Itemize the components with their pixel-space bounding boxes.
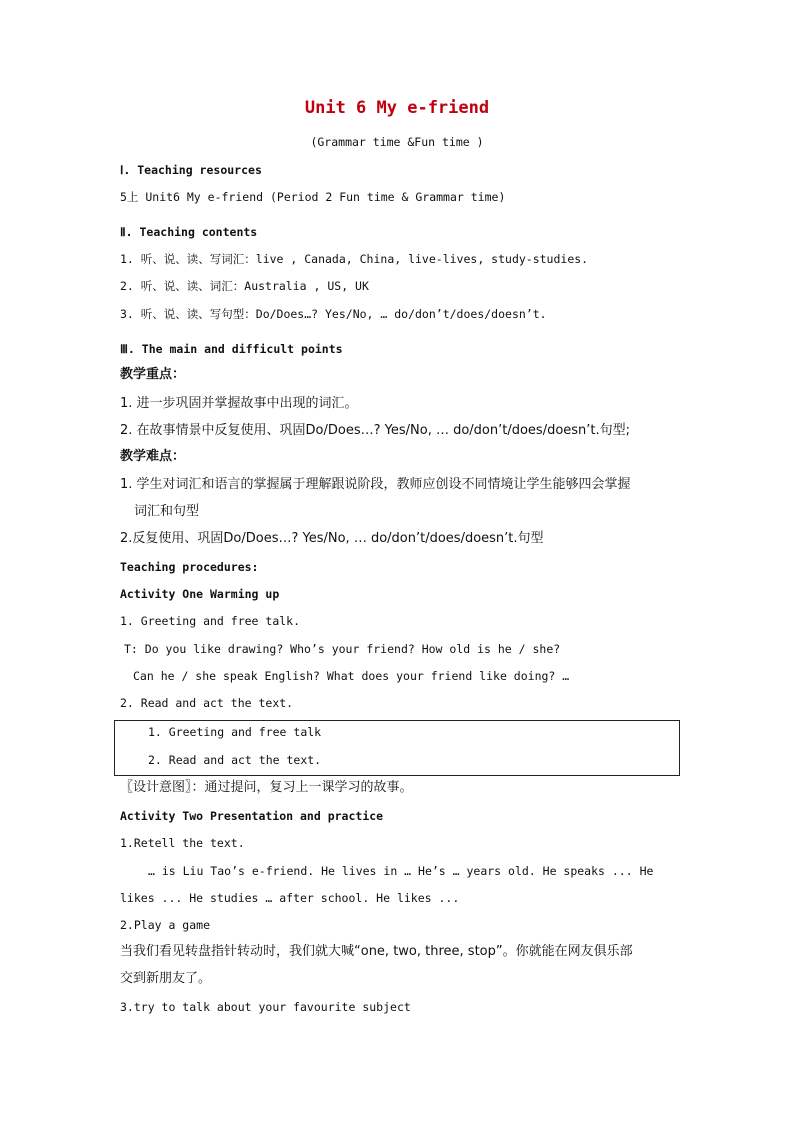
contents-item-2: 2. 听、说、读、词汇：Australia , US, UK	[120, 279, 369, 293]
activity-two-game-2: 交到新朋友了。	[120, 971, 212, 986]
activity-one-heading: Activity One Warming up	[120, 587, 280, 601]
document-subtitle: (Grammar time &Fun time )	[310, 135, 484, 149]
activity-summary-box	[114, 720, 680, 776]
resources-text: 5上 Unit6 My e-friend (Period 2 Fun time & Grammar time)	[120, 190, 506, 204]
activity-two-item-2: 2.Play a game	[120, 918, 211, 932]
activity-one-dialog-2: Can he / she speak English? What does your friend like doing? …	[133, 669, 570, 683]
difficult-points-label: 教学难点：	[120, 449, 186, 464]
activity-one-item-2: 2. Read and act the text.	[120, 696, 294, 710]
resources-heading: Ⅰ. Teaching resources	[120, 163, 262, 177]
activity-two-item-1: 1.Retell the text.	[120, 836, 245, 850]
difficult-point-2: 2.反复使用、巩固Do/Does…? Yes/No, … do/don’t/does/doesn’t.句型	[120, 531, 544, 546]
activity-two-retell-1: … is Liu Tao’s e-friend. He lives in … He’s … years old. He speaks ... He	[148, 864, 654, 878]
difficult-point-1-line-2: 词汇和句型	[134, 504, 200, 519]
activity-two-game-1: 当我们看见转盘指针转动时，我们就大喊“one, two, three, stop”。你就能在网友俱乐部	[120, 944, 633, 959]
contents-item-3: 3. 听、说、读、写句型：Do/Does…? Yes/No, … do/don’t/does/doesn’t.	[120, 307, 547, 321]
box-item-1: 1. Greeting and free talk	[148, 725, 322, 739]
contents-item-1: 1. 听、说、读、写词汇：live , Canada, China, live-lives, study-studies.	[120, 252, 589, 266]
contents-heading: Ⅱ. Teaching contents	[120, 225, 258, 239]
activity-two-item-3: 3.try to talk about your favourite subject	[120, 1000, 411, 1014]
activity-one-dialog-1: T: Do you like drawing? Who’s your friend? How old is he / she?	[124, 642, 561, 656]
activity-two-heading: Activity Two Presentation and practice	[120, 809, 384, 823]
activity-two-retell-2: likes ... He studies … after school. He likes ...	[120, 891, 460, 905]
activity-one-item-1: 1. Greeting and free talk.	[120, 614, 301, 628]
procedures-label: Teaching procedures:	[120, 560, 259, 574]
design-intent-note: 〖设计意图〗：通过提问，复习上一课学习的故事。	[120, 780, 413, 795]
document-title: Unit 6 My e-friend	[304, 98, 490, 118]
points-heading: Ⅲ. The main and difficult points	[120, 342, 343, 356]
key-point-1: 1. 进一步巩固并掌握故事中出现的词汇。	[120, 396, 358, 411]
key-points-label: 教学重点：	[120, 367, 186, 382]
difficult-point-1-line-1: 1. 学生对词汇和语言的掌握属于理解跟说阶段，教师应创设不同情境让学生能够四会掌握	[120, 477, 631, 492]
box-item-2: 2. Read and act the text.	[148, 753, 322, 767]
key-point-2: 2. 在故事情景中反复使用、巩固Do/Does…? Yes/No, … do/don’t/does/doesn’t.句型;	[120, 423, 631, 438]
